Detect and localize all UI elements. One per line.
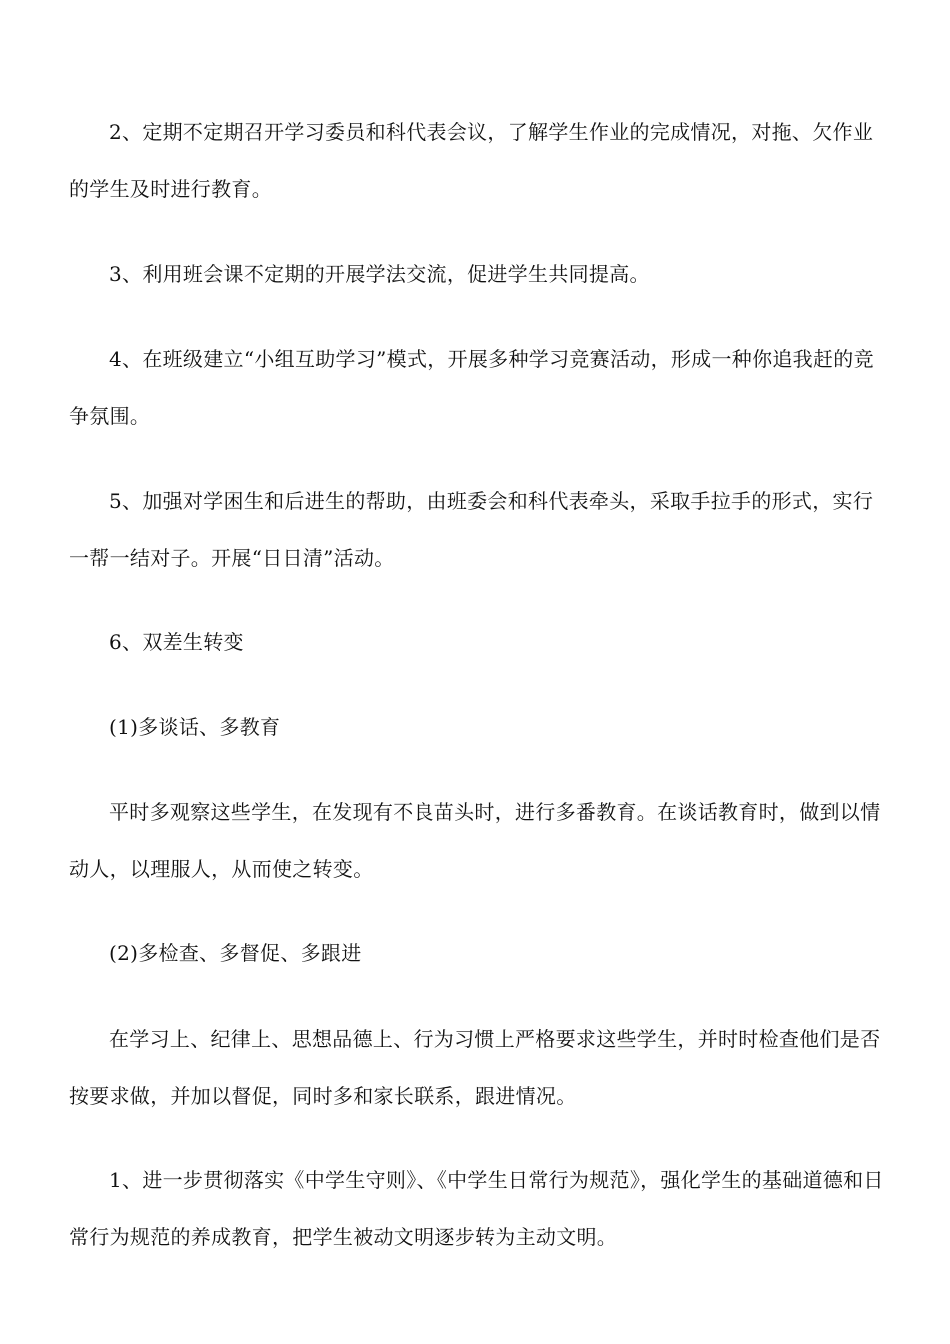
paragraph-strict-requirements: 在学习上、纪律上、思想品德上、行为习惯上严格要求这些学生，并时时检查他们是否按要求做，并加以督促，同时多和家长联系，跟进情况。 xyxy=(69,1027,881,1108)
paragraph-heading-student-transformation: 6、双差生转变 xyxy=(109,630,244,654)
paragraph-code-of-conduct: 1、进一步贯彻落实《中学生守则》、《中学生日常行为规范》，强化学生的基础道德和日常行为规范的养成教育，把学生被动文明逐步转为主动文明。 xyxy=(69,1168,884,1249)
paragraph-subheading-talk-educate: (1)多谈话、多教育 xyxy=(109,715,281,739)
paragraph-help-struggling-students: 5、加强对学困生和后进生的帮助，由班委会和科代表牵头，采取手拉手的形式，实行一帮一结对子。开展“日日清”活动。 xyxy=(69,489,874,570)
paragraph-group-study-mode: 4、在班级建立“小组互助学习”模式，开展多种学习竞赛活动，形成一种你追我赶的竞争氛围。 xyxy=(69,347,874,428)
paragraph-class-meeting-exchange: 3、利用班会课不定期的开展学法交流，促进学生共同提高。 xyxy=(109,262,650,286)
paragraph-homework-meeting: 2、定期不定期召开学习委员和科代表会议，了解学生作业的完成情况，对拖、欠作业的学生及时进行教育。 xyxy=(69,120,874,201)
paragraph-observe-students: 平时多观察这些学生，在发现有不良苗头时，进行多番教育。在谈话教育时，做到以情动人，以理服人，从而使之转变。 xyxy=(69,800,881,881)
paragraph-subheading-check-supervise: (2)多检查、多督促、多跟进 xyxy=(109,941,362,965)
